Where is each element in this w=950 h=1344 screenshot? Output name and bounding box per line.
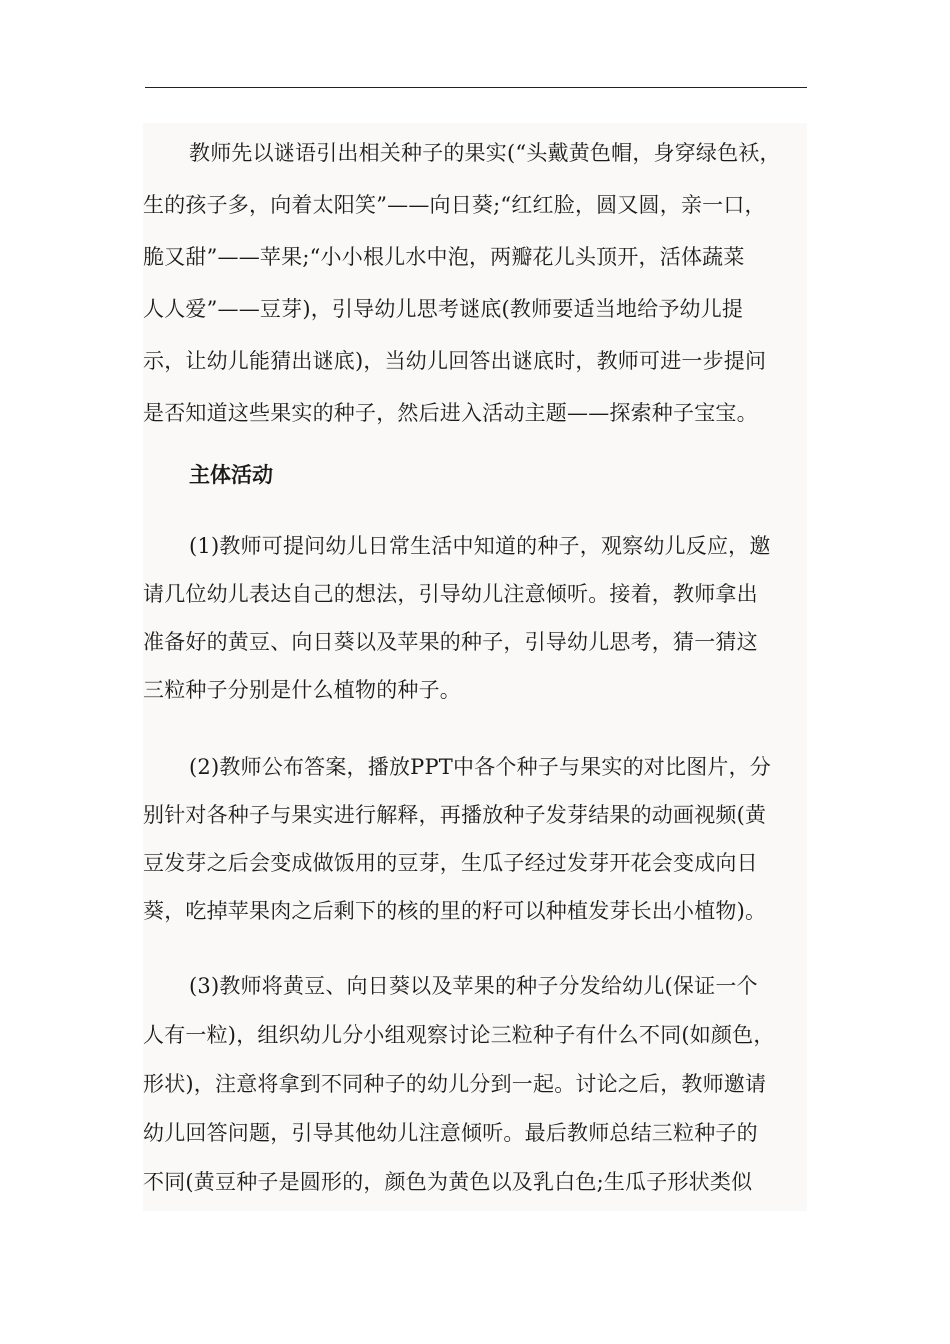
text-line: 豆发芽之后会变成做饭用的豆芽，生瓜子经过发芽开花会变成向日 [143, 851, 758, 875]
text-line: 是否知道这些果实的种子，然后进入活动主题——探索种子宝宝。 [143, 401, 758, 425]
document-body [143, 123, 807, 1211]
text-line: 形状)，注意将拿到不同种子的幼儿分到一起。讨论之后，教师邀请 [143, 1072, 767, 1096]
text-line: 葵，吃掉苹果肉之后剩下的核的里的籽可以种植发芽长出小植物)。 [143, 899, 767, 923]
text-line: 教师先以谜语引出相关种子的果实(“头戴黄色帽，身穿绿色袄， [189, 141, 781, 165]
text-line: (1)教师可提问幼儿日常生活中知道的种子，观察幼儿反应，邀 [189, 534, 771, 558]
text-line: 准备好的黄豆、向日葵以及苹果的种子，引导幼儿思考，猜一猜这 [143, 630, 758, 654]
text-line: 别针对各种子与果实进行解释，再播放种子发芽结果的动画视频(黄 [143, 803, 767, 827]
text-line: 人有一粒)，组织幼儿分小组观察讨论三粒种子有什么不同(如颜色， [143, 1023, 775, 1047]
text-line: 不同(黄豆种子是圆形的，颜色为黄色以及乳白色;生瓜子形状类似 [143, 1170, 753, 1194]
header-rule [145, 87, 807, 88]
text-line: (3)教师将黄豆、向日葵以及苹果的种子分发给幼儿(保证一个 [189, 974, 758, 998]
text-line: 生的孩子多，向着太阳笑”——向日葵;“红红脸，圆又圆，亲一口， [143, 193, 766, 217]
text-line: 三粒种子分别是什么植物的种子。 [143, 678, 461, 702]
text-line: 请几位幼儿表达自己的想法，引导幼儿注意倾听。接着，教师拿出 [143, 582, 758, 606]
text-line: (2)教师公布答案，播放PPT中各个种子与果实的对比图片，分 [189, 755, 772, 779]
text-line: 示，让幼儿能猜出谜底)，当幼儿回答出谜底时，教师可进一步提问 [143, 349, 767, 373]
text-line: 人人爱”——豆芽)，引导幼儿思考谜底(教师要适当地给予幼儿提 [143, 297, 744, 321]
text-line: 幼儿回答问题，引导其他幼儿注意倾听。最后教师总结三粒种子的 [143, 1121, 758, 1145]
section-heading: 主体活动 [189, 463, 273, 487]
text-line: 脆又甜”——苹果;“小小根儿水中泡，两瓣花儿头顶开，活体蔬菜 [143, 245, 745, 269]
